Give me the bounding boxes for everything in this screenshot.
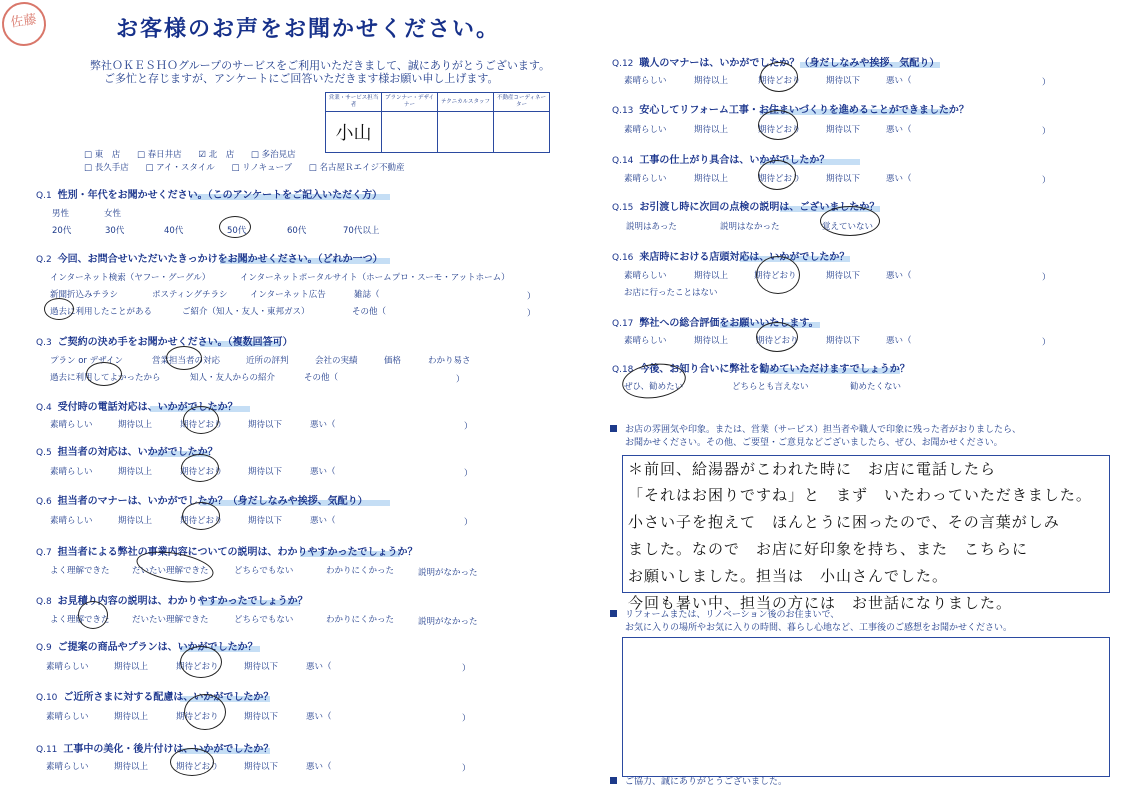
option[interactable]: 期待以下 xyxy=(248,420,283,430)
option[interactable]: ） xyxy=(462,764,471,774)
option[interactable]: 期待以上 xyxy=(694,336,729,346)
option[interactable]: 期待どおり xyxy=(180,420,223,430)
answer-circle xyxy=(820,206,880,236)
bullet-square-icon xyxy=(610,777,617,784)
option[interactable]: インターネット広告 xyxy=(250,290,326,300)
option[interactable]: 過去に利用したことがある xyxy=(50,307,153,317)
question-8: Q.8 お見積り内容の説明は、わかりやすかったでしょうか？ xyxy=(36,596,308,607)
answer-circle xyxy=(86,362,122,386)
option[interactable]: 素晴らしい xyxy=(624,336,667,346)
staff-header: プランナー・デザイナー xyxy=(382,93,438,112)
option[interactable]: 過去に利用してよかったから xyxy=(50,373,161,383)
handwriting-line: お願いしました。担当は 小山さんでした。 xyxy=(628,567,949,585)
option[interactable]: わかり易さ xyxy=(428,356,471,366)
store-checkbox[interactable]: □ 名古屋Ｒエイジ不動産 xyxy=(308,163,405,173)
option[interactable]: 素晴らしい xyxy=(624,174,667,184)
question-2: Q.2 今回、お問合せいただいたきっかけをお聞かせください。（どれか一つ） xyxy=(36,254,383,265)
option[interactable]: どちらとも言えない xyxy=(732,382,809,392)
answer-circle xyxy=(166,346,202,370)
answer-circle xyxy=(181,454,219,482)
question-14: Q.14 工事の仕上がり具合は、いかがでしたか？ xyxy=(612,155,830,166)
answer-circle xyxy=(78,601,108,629)
option[interactable]: プラン or デザイン xyxy=(50,356,124,366)
option[interactable]: 悪い（ xyxy=(306,662,332,672)
handwriting-overflow-line: 今回も暑い中、担当の方には お世話になりました。 xyxy=(628,594,1013,612)
question-7: Q.7 担当者による弊社の事業内容についての説明は、わかりやすかったでしょうか？ xyxy=(36,547,418,558)
question-1: Q.1 性別・年代をお聞かせください。（このアンケートをご記入いただく方） xyxy=(36,190,383,201)
option[interactable]: ） xyxy=(464,469,473,479)
option[interactable]: ） xyxy=(462,714,471,724)
option[interactable]: 20代 xyxy=(52,226,72,236)
staff-header: テクニカルスタッフ xyxy=(438,93,494,112)
option[interactable]: 素晴らしい xyxy=(624,76,667,86)
store-checkbox[interactable]: ☑ 北 店 xyxy=(198,150,235,160)
staff-header: 営業・サービス担当者 xyxy=(326,93,382,112)
option[interactable]: 近所の評判 xyxy=(246,356,289,366)
option[interactable]: 期待どおり xyxy=(176,762,219,772)
comment-prompt-2: リフォームまたは、リノベーション後のお住まいで、 お気に入りの場所やお気に入りの時間、暮らし心地など、工事後のご感想をお聞かせください。 xyxy=(610,609,1012,635)
option[interactable]: 期待以下 xyxy=(826,76,861,86)
option[interactable]: 説明がなかった xyxy=(418,617,478,627)
option[interactable]: 雑誌（ xyxy=(354,290,380,300)
option[interactable]: 期待以上 xyxy=(118,420,153,430)
question-16: Q.16 来店時における店頭対応は、いかがでしたか？ xyxy=(612,252,850,263)
option[interactable]: どちらでもない xyxy=(234,615,294,625)
option[interactable]: 40代 xyxy=(164,226,184,236)
intro-line-2: ご多忙と存じますが、アンケートにご回答いただきます様お願い申し上げます。 xyxy=(104,72,499,85)
question-3: Q.3 ご契約の決め手をお聞かせください。（複数回答可） xyxy=(36,337,293,348)
answer-circle xyxy=(170,748,214,776)
option[interactable]: インターネットポータルサイト（ホームプロ・スーモ・アットホーム） xyxy=(240,273,510,283)
option[interactable]: その他（ xyxy=(304,373,339,383)
page-title: お客様のお声をお聞かせください。 xyxy=(116,17,501,42)
staff-technical-value[interactable] xyxy=(438,112,494,153)
option[interactable]: どちらでもない xyxy=(234,566,294,576)
option[interactable]: 期待どおり xyxy=(758,76,801,86)
option[interactable]: 素晴らしい xyxy=(50,420,93,430)
option[interactable]: 悪い（ xyxy=(886,336,912,346)
option[interactable]: 営業担当者の対応 xyxy=(152,356,221,366)
question-10: Q.10 ご近所さまに対する配慮は、いかがでしたか？ xyxy=(36,692,274,703)
option[interactable]: 悪い（ xyxy=(306,712,332,722)
seal-stamp: 佐藤 xyxy=(0,0,49,49)
option[interactable]: 悪い（ xyxy=(310,420,336,430)
staff-sales-value[interactable]: 小山 xyxy=(326,112,382,153)
option[interactable]: 期待以上 xyxy=(694,76,729,86)
answer-circle xyxy=(756,322,798,352)
store-list-row-1 xyxy=(84,148,310,160)
answer-circle xyxy=(183,406,219,434)
option[interactable]: 期待どおり xyxy=(758,125,801,135)
staff-realestate-value[interactable] xyxy=(494,112,550,153)
option[interactable]: インターネット検索（ヤフー・グーグル） xyxy=(50,273,211,283)
answer-circle xyxy=(180,646,222,678)
option[interactable]: ポスティングチラシ xyxy=(152,290,228,300)
store-checkbox[interactable]: □ 多治見店 xyxy=(250,150,296,160)
option[interactable]: 素晴らしい xyxy=(50,516,93,526)
option[interactable]: 期待どおり xyxy=(756,336,799,346)
option[interactable]: ） xyxy=(464,518,473,528)
question-18: Q.18 今後、お知り合いに弊社を勧めていただけますでしょうか？ xyxy=(612,364,910,375)
option[interactable]: 期待どおり xyxy=(180,467,223,477)
staff-header: 不動産コーディネーター xyxy=(494,93,550,112)
option[interactable]: 悪い（ xyxy=(310,516,336,526)
question-12: Q.12 職人のマナーは、いかがでしたか？（身だしなみや挨拶、気配り） xyxy=(612,58,940,69)
option[interactable]: 期待以下 xyxy=(826,125,861,135)
answer-circle xyxy=(756,256,800,294)
option[interactable]: ） xyxy=(527,309,536,319)
option[interactable]: よく理解できた xyxy=(50,566,110,576)
option[interactable]: 説明がなかった xyxy=(418,568,478,578)
question-11: Q.11 工事中の美化・後片付けは、いかがでしたか？ xyxy=(36,744,274,755)
answer-circle xyxy=(44,298,74,320)
option[interactable]: 素晴らしい xyxy=(46,662,89,672)
option[interactable]: 期待以下 xyxy=(244,762,279,772)
question-13: Q.13 安心してリフォーム工事・お住まいづくりを進めることができましたか？ xyxy=(612,105,969,116)
option[interactable]: ） xyxy=(464,422,473,432)
handwriting-line: ました。なので お店に好印象を持ち、また こちらに xyxy=(628,540,1029,558)
option[interactable]: 説明はあった xyxy=(626,222,677,232)
store-checkbox[interactable]: □ 春日井店 xyxy=(136,150,182,160)
option[interactable]: 50代 xyxy=(227,226,247,236)
question-5: Q.5 担当者の対応は、いかがでしたか？ xyxy=(36,447,218,458)
answer-circle xyxy=(182,502,220,530)
option[interactable]: 素晴らしい xyxy=(624,271,667,281)
option[interactable]: 期待以上 xyxy=(114,712,149,722)
comment-box-2[interactable] xyxy=(622,637,1110,777)
store-checkbox[interactable]: □ 東 店 xyxy=(84,150,121,160)
option[interactable]: 期待どおり xyxy=(176,712,219,722)
option[interactable]: お店に行ったことはない xyxy=(624,288,718,298)
option[interactable]: 素晴らしい xyxy=(624,125,667,135)
answer-circle xyxy=(758,160,796,190)
option[interactable]: わかりにくかった xyxy=(326,615,395,625)
option[interactable]: 素晴らしい xyxy=(46,762,89,772)
option[interactable]: 期待以下 xyxy=(826,271,861,281)
store-checkbox[interactable]: □ リノキューブ xyxy=(231,163,293,173)
staff-planner-value[interactable] xyxy=(382,112,438,153)
question-15: Q.15 お引渡し時に次回の点検の説明は、ございましたか？ xyxy=(612,202,880,213)
question-17: Q.17 弊社への総合評価をお願いいたします。 xyxy=(612,318,819,329)
option[interactable]: 70代以上 xyxy=(343,226,380,236)
option[interactable]: ） xyxy=(527,292,536,302)
option[interactable]: 女性 xyxy=(104,209,122,219)
option[interactable]: 悪い（ xyxy=(886,76,912,86)
store-list-row-2 xyxy=(84,161,419,173)
option[interactable]: 素晴らしい xyxy=(46,712,89,722)
option[interactable]: 期待どおり xyxy=(758,174,801,184)
option[interactable]: ） xyxy=(1042,127,1051,137)
intro-line-1: 弊社ＯＫＥＳＨＯグループのサービスをご利用いただきまして、誠にありがとうございます。 xyxy=(90,59,551,72)
option[interactable]: 期待以上 xyxy=(114,762,149,772)
option[interactable]: 期待以下 xyxy=(244,662,279,672)
option[interactable]: ） xyxy=(1042,176,1051,186)
option[interactable]: 覚えていない xyxy=(822,222,874,232)
option[interactable]: よく理解できた xyxy=(50,615,110,625)
answer-circle xyxy=(219,216,251,238)
option[interactable]: 知人・友人からの紹介 xyxy=(190,373,276,383)
answer-circle xyxy=(184,694,226,730)
option[interactable]: 期待以上 xyxy=(118,516,153,526)
handwriting-line: 小さい子を抱えて ほんとうに困ったので、その言葉がしみ xyxy=(628,513,1060,531)
answer-circle xyxy=(758,110,798,140)
store-checkbox[interactable]: □ アイ・スタイル xyxy=(145,163,215,173)
answer-circle xyxy=(760,62,798,92)
question-6: Q.6 担当者のマナーは、いかがでしたか？（身だしなみや挨拶、気配り） xyxy=(36,496,368,507)
option[interactable]: 期待以上 xyxy=(118,467,153,477)
option[interactable]: 30代 xyxy=(105,226,125,236)
option[interactable]: 悪い（ xyxy=(886,125,912,135)
option[interactable]: ぜひ、勧めたい xyxy=(624,382,684,392)
option[interactable]: 男性 xyxy=(52,209,70,219)
footer-thanks: ご協力、誠にありがとうございました。 xyxy=(610,776,787,789)
option[interactable]: 期待以上 xyxy=(694,174,729,184)
handwriting-line: ＊前回、給湯器がこわれた時に お店に電話したら xyxy=(628,460,997,478)
option[interactable]: 素晴らしい xyxy=(50,467,93,477)
handwriting-line: 「それはお困りですね」と まず いたわっていただきました。 xyxy=(628,486,1092,504)
option[interactable]: ） xyxy=(1042,273,1051,283)
option[interactable]: 期待以下 xyxy=(244,712,279,722)
comment-prompt-1: お店の雰囲気や印象。または、営業（サービス）担当者や職人で印象に残った者がおりましたら、 お聞かせください。その他、ご要望・ご意見などございましたら、ぜひ、お聞かせください。 xyxy=(610,424,1021,450)
option[interactable]: 期待どおり xyxy=(754,271,797,281)
question-4: Q.4 受付時の電話対応は、いかがでしたか？ xyxy=(36,402,238,413)
option[interactable]: 価格 xyxy=(384,356,402,366)
option[interactable]: 説明はなかった xyxy=(720,222,780,232)
store-checkbox[interactable]: □ 長久手店 xyxy=(84,163,129,173)
option[interactable]: 期待どおり xyxy=(176,662,219,672)
option[interactable]: 期待以下 xyxy=(826,336,861,346)
bullet-square-icon xyxy=(610,425,617,432)
bullet-square-icon xyxy=(610,610,617,617)
option[interactable]: ご紹介（知人・友人・東邦ガス） xyxy=(182,307,310,317)
option[interactable]: 悪い（ xyxy=(886,271,912,281)
option[interactable]: 期待以上 xyxy=(114,662,149,672)
option[interactable]: 期待どおり xyxy=(180,516,223,526)
option[interactable]: 60代 xyxy=(287,226,307,236)
option[interactable]: 悪い（ xyxy=(306,762,332,772)
option[interactable]: だいたい理解できた xyxy=(132,566,209,576)
option[interactable]: 期待以上 xyxy=(694,271,729,281)
option[interactable]: 期待以上 xyxy=(694,125,729,135)
option[interactable]: 会社の実績 xyxy=(315,356,358,366)
option[interactable]: 新聞折込みチラシ xyxy=(50,290,119,300)
option[interactable]: 悪い（ xyxy=(886,174,912,184)
option[interactable]: ） xyxy=(1042,338,1051,348)
option[interactable]: ） xyxy=(456,375,465,385)
option[interactable]: ） xyxy=(462,664,471,674)
option[interactable]: 勧めたくない xyxy=(850,382,902,392)
option[interactable]: わかりにくかった xyxy=(326,566,395,576)
option[interactable]: 期待以下 xyxy=(826,174,861,184)
option[interactable]: その他（ xyxy=(352,307,387,317)
option[interactable]: だいたい理解できた xyxy=(132,615,209,625)
option[interactable]: ） xyxy=(1042,78,1051,88)
option[interactable]: 悪い（ xyxy=(310,467,336,477)
question-9: Q.9 ご提案の商品やプランは、いかがでしたか？ xyxy=(36,642,258,653)
option[interactable]: 期待以下 xyxy=(248,516,283,526)
staff-table xyxy=(325,92,550,153)
option[interactable]: 期待以下 xyxy=(248,467,283,477)
